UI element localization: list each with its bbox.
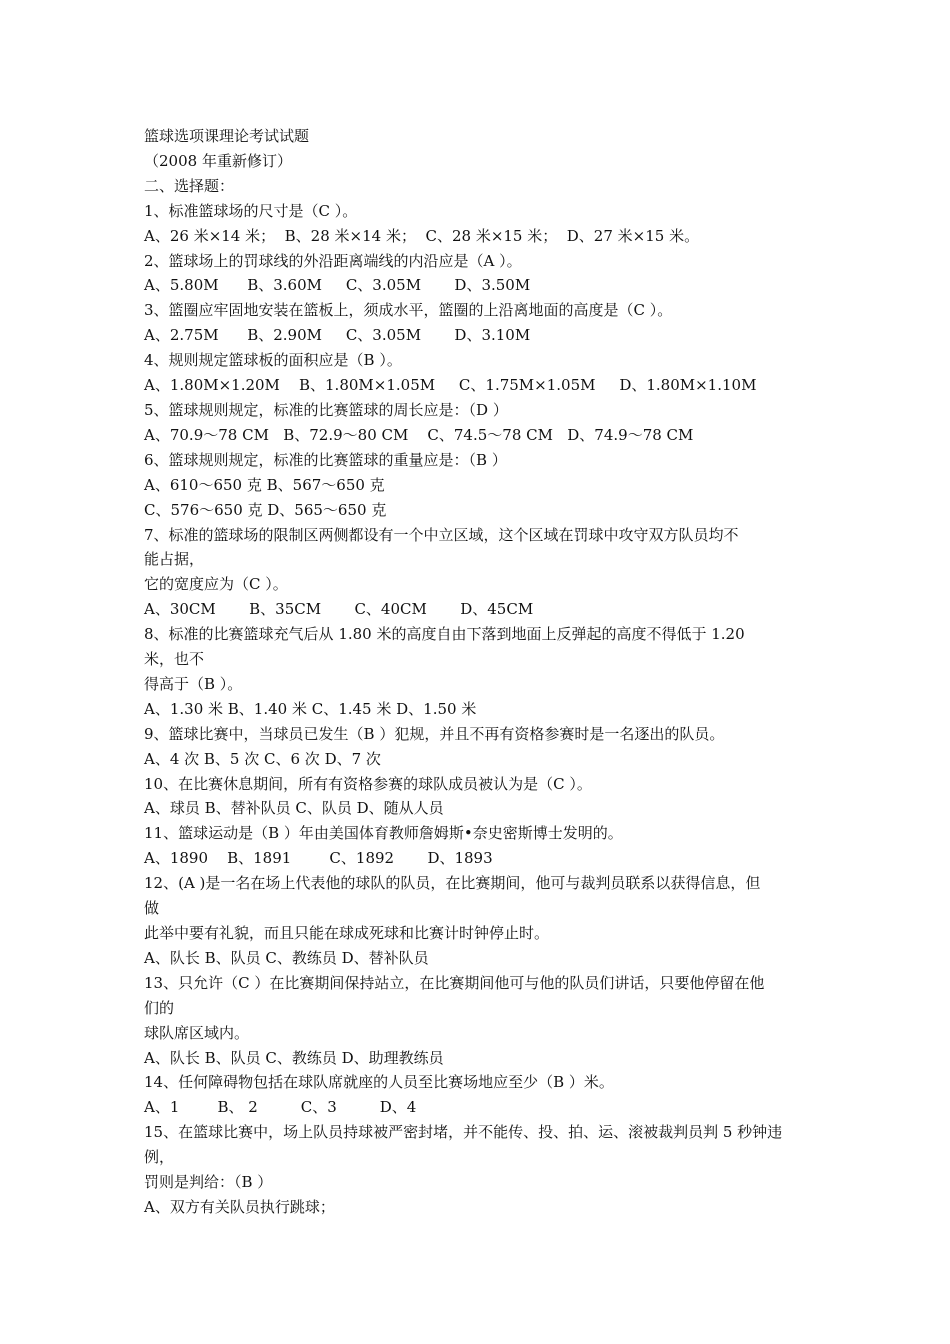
text-line: 例， [144,1148,175,1167]
question-list [144,199,812,1220]
text-line: A、4 次 B、5 次 C、6 次 D、7 次 [144,749,381,768]
text-line: 它的宽度应为（C ）。 [144,575,288,594]
text-line: A、70.9～78 CM B、72.9～80 CM C、74.5～78 CM D、74.9～78 CM [144,425,694,444]
text-line: A、队长 B、队员 C、教练员 D、替补队员 [144,948,429,967]
section-heading: 二、选择题： [144,176,235,195]
text-line: 7、标准的篮球场的限制区两侧都设有一个中立区域，这个区域在罚球中攻守双方队员均不 [144,525,739,544]
text-line: 3、篮圈应牢固地安装在篮板上，须成水平，篮圈的上沿离地面的高度是（C ）。 [144,301,673,320]
text-line: 1、标准篮球场的尺寸是（C ）。 [144,201,358,220]
text-line: 能占据， [144,550,205,569]
text-line: 球队席区域内。 [144,1023,250,1042]
text-line: 得高于（B ）。 [144,674,243,693]
text-line: 11、篮球运动是（B ）年由美国体育教师詹姆斯•奈史密斯博士发明的。 [144,824,623,843]
text-line: A、26 米×14 米； B、28 米×14 米； C、28 米×15 米； D、27 米×15 米。 [144,226,700,245]
text-line: C、576～650 克 D、565～650 克 [144,500,387,519]
text-line: 做 [144,899,160,918]
document-subtitle: （2008 年重新修订） [144,151,292,170]
text-line: 12、(A )是一名在场上代表他的球队的队员，在比赛期间，他可与裁判员联系以获得信息，但 [144,874,761,893]
text-line: A、2.75M B、2.90M C、3.05M D、3.10M [144,326,531,345]
text-line: 米，也不 [144,650,205,669]
text-line: A、1890 B、1891 C、1892 D、1893 [144,849,493,868]
text-line: A、1.80M×1.20M B、1.80M×1.05M C、1.75M×1.05M D、1.80M×1.10M [144,376,757,395]
text-line: 13、只允许（C ）在比赛期间保持站立，在比赛期间他可与他的队员们讲话，只要他停留在他 [144,973,765,992]
document-page [144,124,812,1220]
text-line: A、队长 B、队员 C、教练员 D、助理教练员 [144,1048,444,1067]
text-line: 们的 [144,998,175,1017]
text-line: 15、在篮球比赛中，场上队员持球被严密封堵，并不能传、投、拍、运、滚被裁判员判 5 秒钟违 [144,1123,783,1142]
text-line: A、1 B、 2 C、3 D、4 [144,1098,417,1117]
text-line: A、610～650 克 B、567～650 克 [144,475,385,494]
text-line: 14、任何障碍物包括在球队席就座的人员至比赛场地应至少（B ）米。 [144,1073,614,1092]
text-line: 8、标准的比赛篮球充气后从 1.80 米的高度自由下落到地面上反弹起的高度不得低于 1.20 [144,625,745,644]
text-line: 9、篮球比赛中，当球员已发生（B ）犯规，并且不再有资格参赛时是一名逐出的队员。 [144,724,725,743]
text-line: A、30CM B、35CM C、40CM D、45CM [144,600,534,619]
text-line: A、双方有关队员执行跳球； [144,1197,335,1216]
text-line: 2、篮球场上的罚球线的外沿距离端线的内沿应是（A ）。 [144,251,522,270]
text-line: A、1.30 米 B、1.40 米 C、1.45 米 D、1.50 米 [144,699,477,718]
text-line: 罚则是判给：（B ） [144,1173,273,1192]
text-line: 10、在比赛休息期间，所有有资格参赛的球队成员被认为是（C ）。 [144,774,592,793]
text-line: A、5.80M B、3.60M C、3.05M D、3.50M [144,276,531,295]
text-line: 6、篮球规则规定，标准的比赛篮球的重量应是：（B ） [144,450,507,469]
text-line: 5、篮球规则规定，标准的比赛篮球的周长应是：（D ） [144,400,508,419]
text-line: A、球员 B、替补队员 C、队员 D、随从人员 [144,799,444,818]
text-line: 此举中要有礼貌，而且只能在球成死球和比赛计时钟停止时。 [144,924,550,942]
text-line: 4、规则规定篮球板的面积应是（B ）。 [144,351,402,370]
document-title: 篮球选项课理论考试试题 [144,127,310,145]
